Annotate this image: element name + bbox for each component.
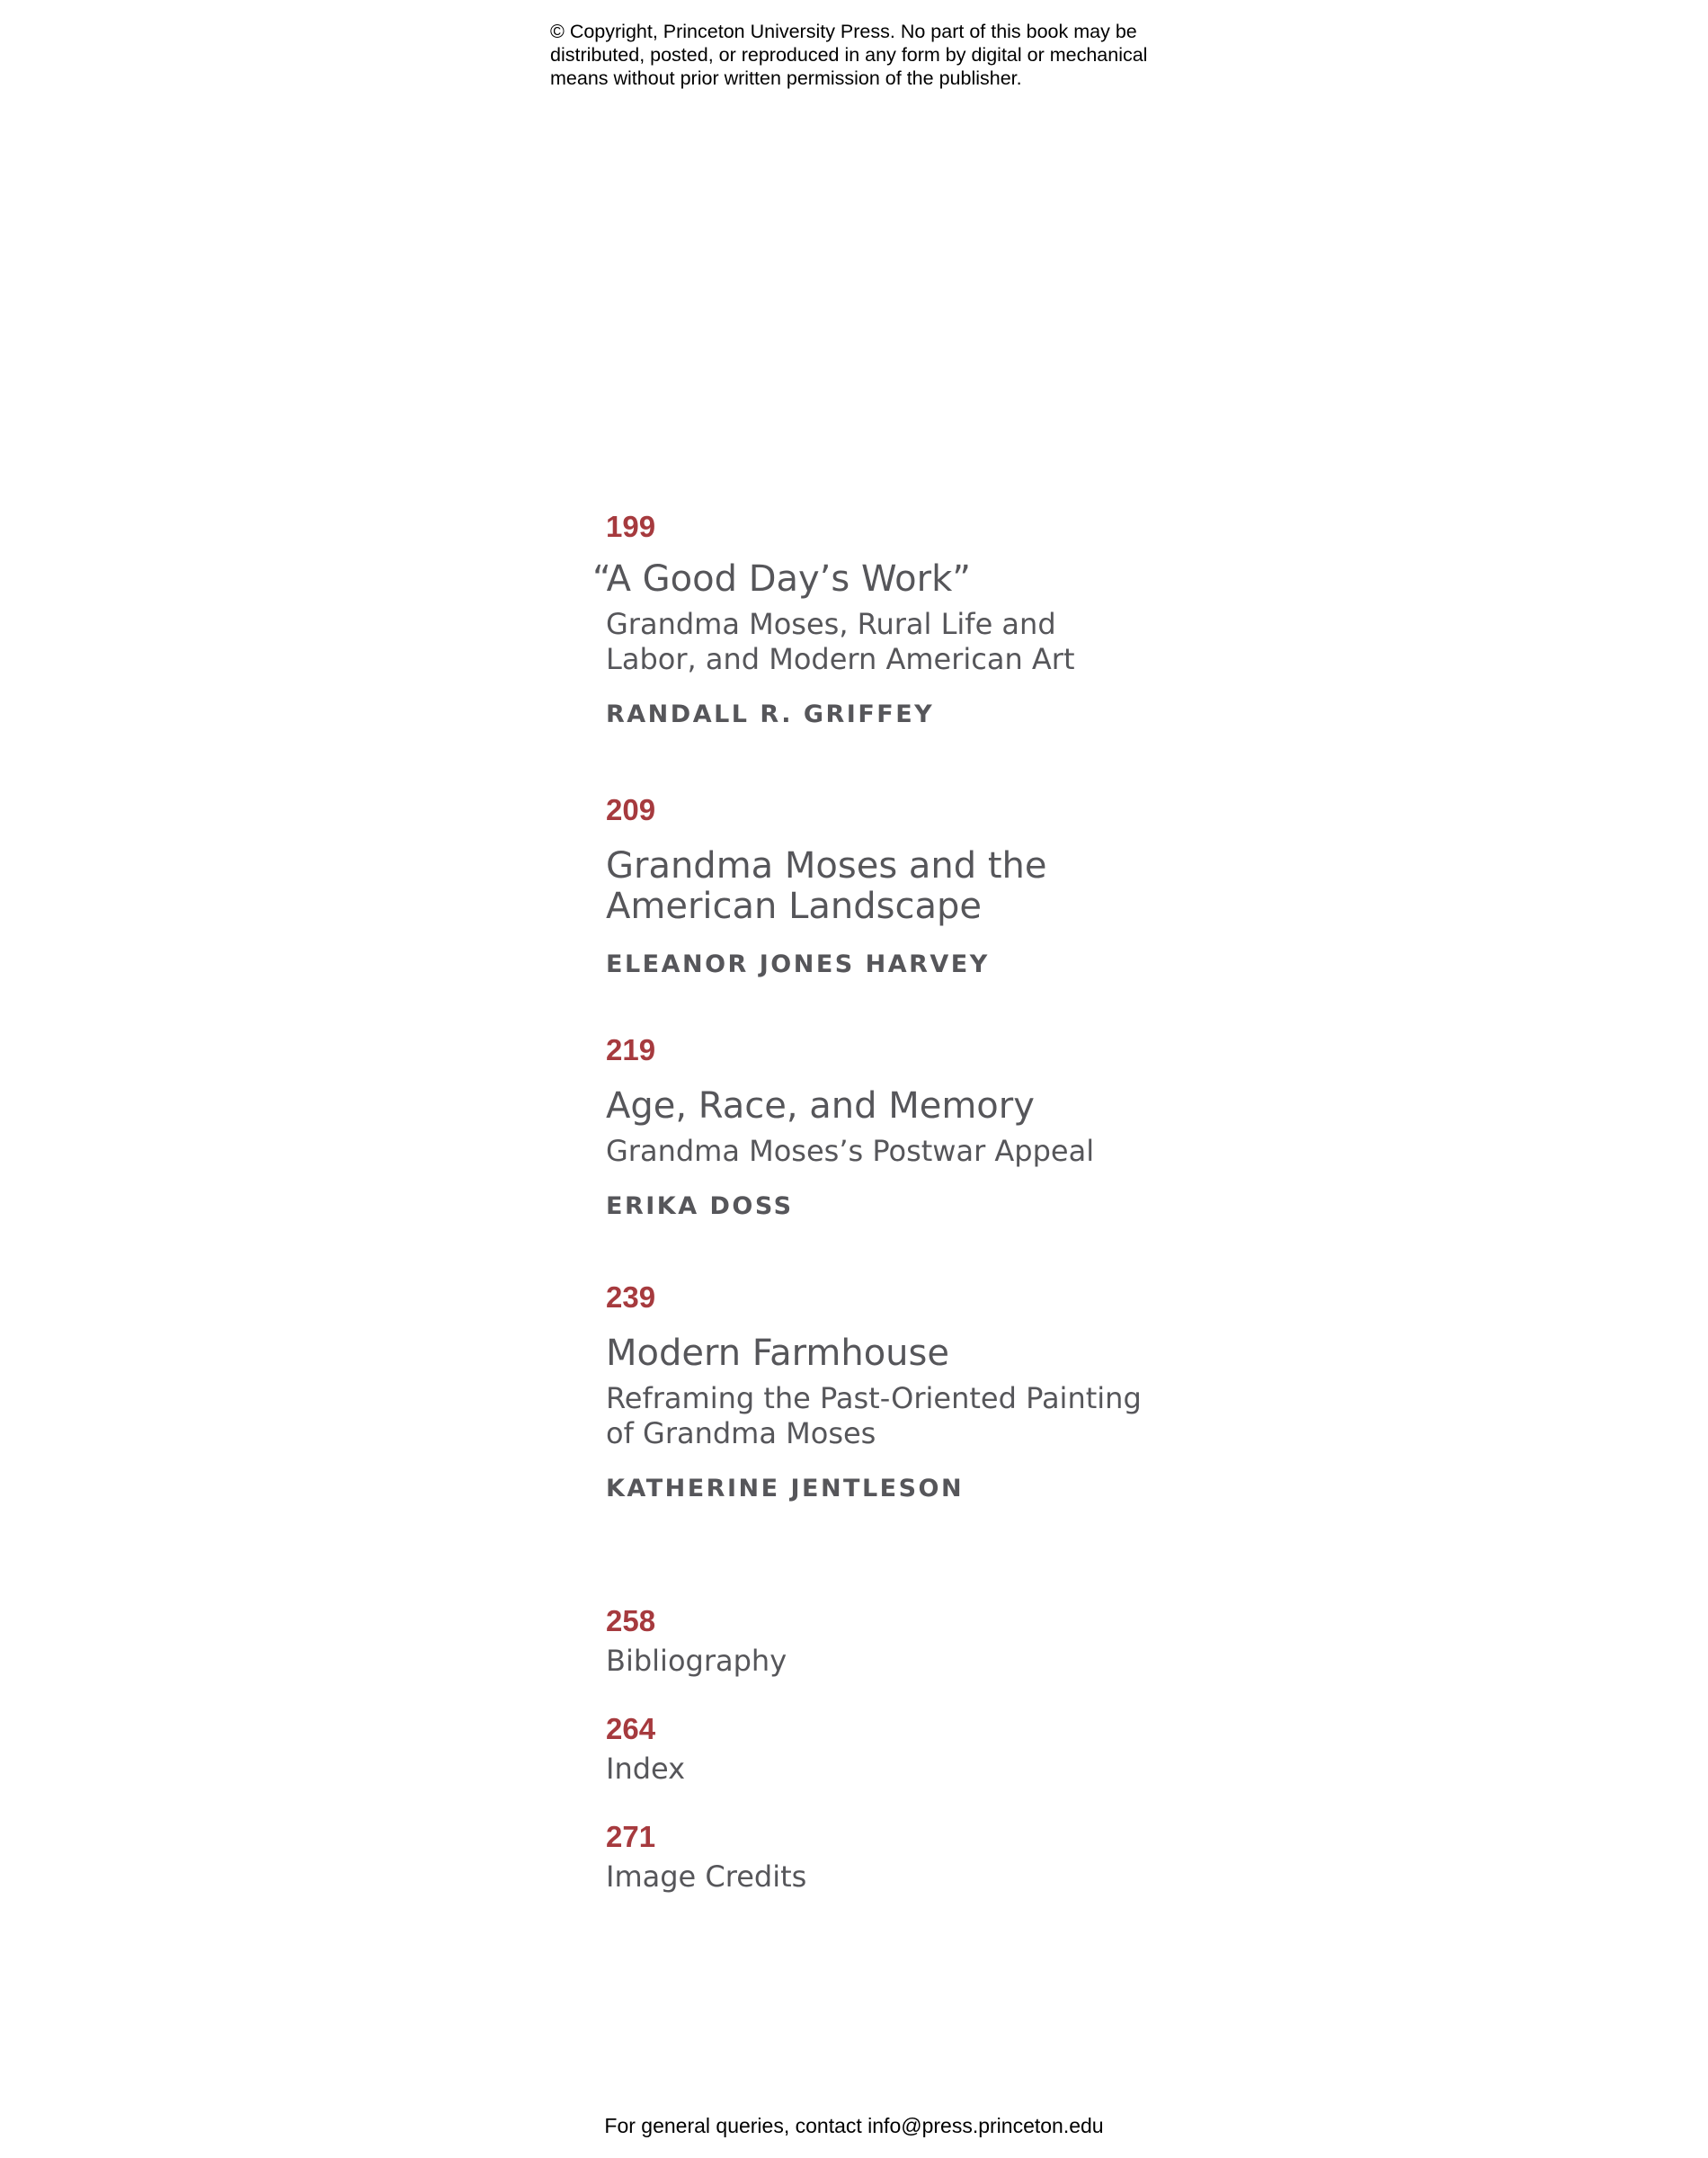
chapter-subtitle: Grandma Moses’s Postwar Appeal: [606, 1134, 1095, 1168]
toc-entry-back-matter: [606, 1819, 1289, 1927]
page-number: 239: [606, 1280, 656, 1314]
page-number: 209: [606, 793, 656, 826]
footer-contact: [0, 2113, 1708, 2138]
table-of-contents: [592, 509, 1289, 1927]
chapter-title: Age, Race, and Memory: [606, 1085, 1035, 1127]
chapter-author: ELEANOR JONES HARVEY: [606, 950, 990, 978]
chapter-subtitle: Reframing the Past-Oriented Painting of Grandma Moses: [606, 1381, 1142, 1450]
chapter-subtitle: Grandma Moses, Rural Life and Labor, and Modern American Art: [606, 607, 1075, 676]
page-number: 219: [606, 1033, 656, 1066]
footer-text: For general queries, contact info@press.princeton.edu: [604, 2114, 1104, 2137]
chapter-author: KATHERINE JENTLESON: [606, 1475, 965, 1503]
back-matter-title: Bibliography: [606, 1644, 787, 1678]
page-number: 199: [606, 510, 656, 543]
page-number: 258: [606, 1604, 656, 1637]
toc-entry-back-matter: [606, 1603, 1289, 1711]
copyright-notice: © Copyright, Princeton University Press. No part of this book may be distributed, posted, or reproduced in any form by digital or mechanical means without prior written permission of the publisher.: [550, 21, 1148, 89]
toc-entry-chapter: [606, 1032, 1289, 1280]
toc-entry-chapter: [606, 792, 1289, 1032]
toc-entry-chapter: [606, 1280, 1289, 1603]
page-number: 264: [606, 1712, 656, 1745]
chapter-author: ERIKA DOSS: [606, 1192, 794, 1220]
toc-entry-back-matter: [606, 1711, 1289, 1819]
chapter-title: “A Good Day’s Work”: [592, 558, 971, 600]
chapter-author: RANDALL R. GRIFFEY: [606, 700, 935, 728]
back-matter-title: Index: [606, 1752, 686, 1786]
chapter-title: Grandma Moses and the American Landscape: [606, 845, 1047, 927]
toc-entry-chapter: [592, 509, 1289, 792]
back-matter-title: Image Credits: [606, 1859, 807, 1894]
chapter-title: Modern Farmhouse: [606, 1333, 949, 1374]
page-number: 271: [606, 1820, 656, 1853]
